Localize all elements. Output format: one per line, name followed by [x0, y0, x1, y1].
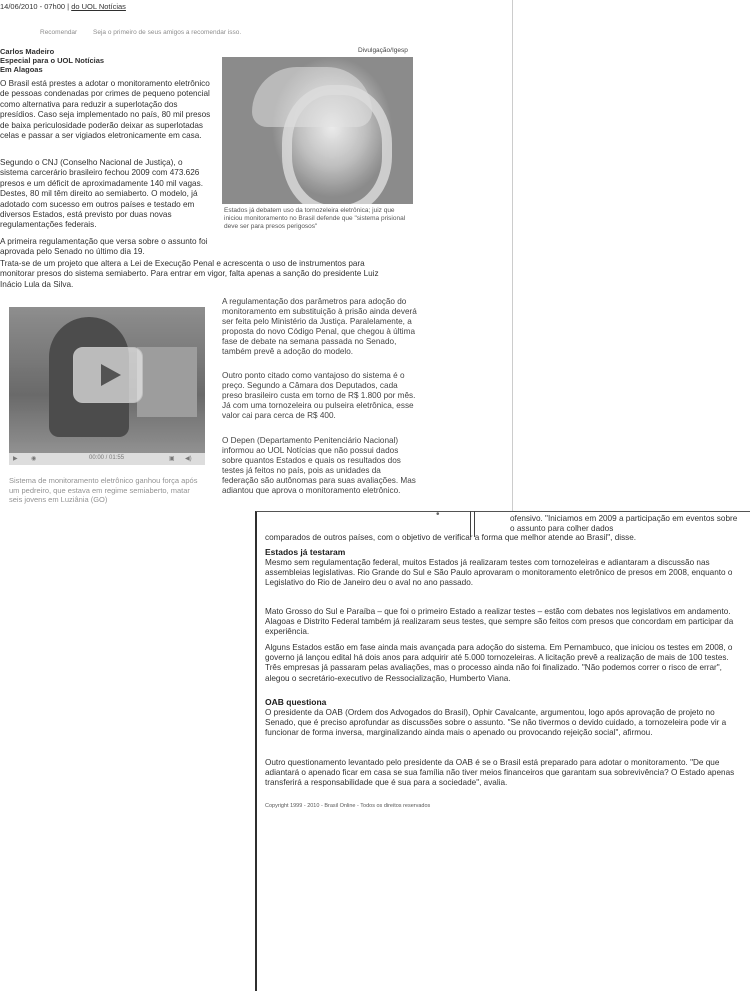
fullscreen-icon[interactable]: ▣ — [169, 456, 175, 462]
video-caption: Sistema de monitoramento eletrônico ganhou força após um pedreiro, que estava em regime semiaberto, matar seis jovens em Luziânia (GO) — [9, 476, 198, 504]
recommend-bar — [40, 29, 241, 36]
article-dateline — [0, 2, 126, 11]
photo-caption: Estados já debatem uso da tornozeleira eletrônica; juiz que iniciou monitoramento no Brasil defende que "sistema prisional deve ser para presos perigosos" — [224, 207, 406, 230]
video-time: 00:00 / 01:55 — [89, 455, 125, 461]
continuation-fragment-top: ofensivo. "Iniciamos em 2009 a participação em eventos sobre o assunto para colher dados — [510, 514, 738, 534]
continuation-paragraph-4: O presidente da OAB (Ordem dos Advogados do Brasil), Ophir Cavalcante, argumentou, logo após aprovação de projeto no Senado, que é preciso aprofundar as discussões sobre o assunto. "Se não tivermos o devido cuidado, a tornozeleira pode vir a funcionar de forma inversa, marginalizando ainda mais o apenado ou provocando rejeição social", afirmou. — [265, 708, 727, 738]
continuation-paragraph-2: Mato Grosso do Sul e Paraíba – que foi o primeiro Estado a realizar testes – estão com debates nos legislativos em andamento. Alagoas e Distrito Federal também já realizaram seus testes, que sempre são feitos com presos que concordam em participar da experiência. — [265, 607, 734, 637]
continuation-fragment-line: comparados de outros países, com o objetivo de verificar a forma que melhor atende ao Brasil", disse. — [265, 533, 637, 542]
sound-icon[interactable]: ◀) — [185, 456, 192, 462]
copyright-notice: Copyright 1999 - 2010 - Brasil Online - Todos os direitos reservados — [265, 803, 431, 809]
play-control-icon[interactable]: ▶ — [13, 456, 18, 462]
right-paragraph-2: Outro ponto citado como vantajoso do sistema é o preço. Segundo a Câmara dos Deputados, cada preso brasileiro custa em torno de R$ 1.800 por mês. Já com uma tornozeleira ou pulseira eletrônica, esse valor cai para cerca de R$ 400. — [222, 371, 416, 420]
byline — [0, 47, 104, 74]
ankle-monitor-photo — [222, 57, 413, 204]
author-role: Especial para o UOL Notícias — [0, 56, 105, 65]
play-icon[interactable] — [73, 347, 143, 403]
article-location: Em Alagoas — [0, 65, 43, 74]
article-date: 14/06/2010 - 07h00 — [0, 2, 66, 11]
section-heading-oab: OAB questiona — [265, 697, 327, 707]
recommend-text: Seja o primeiro de seus amigos a recomendar isso. — [93, 29, 242, 36]
continuation-paragraph-5: Outro questionamento levantado pelo presidente da OAB é se o Brasil está preparado para adotar o monitoramento. "De que adiantará o apenado ficar em casa se sua família não tiver meios financeiros que garantam sua sobrevivência? O Estado apenas transferirá a responsabilidade que é sua para a sociedade", avalia. — [265, 758, 735, 788]
scan-dot-mark: • — [436, 509, 440, 520]
video-thumbnail-screen — [137, 347, 197, 417]
video-player[interactable] — [9, 307, 205, 453]
paragraph-3: A primeira regulamentação que versa sobre o assunto foi aprovada pelo Senado no último dia 19. — [0, 237, 208, 257]
continuation-paragraph-1: Mesmo sem regulamentação federal, muitos Estados já realizaram testes com tornozeleiras e adiantaram a discussão nas assembleias legislativas. Rio Grande do Sul e São Paulo aprovaram o monitoramento eletrônico de presos em 2008, enquanto o Legislativo do Rio de Janeiro deu o aval no ano passado. — [265, 558, 733, 588]
video-controls — [9, 453, 205, 465]
paragraph-4: Trata-se de um projeto que altera a Lei de Execução Penal e acrescenta o uso de instrumentos para monitorar presos do sistema semiaberto. Para entrar em vigor, falta apenas a sanção do presidente Luiz Inácio Lula da Silva. — [0, 259, 379, 289]
source-link[interactable]: do UOL Notícias — [71, 2, 126, 11]
recommend-button[interactable]: Recomendar — [40, 29, 78, 36]
photo-credit: Divulgação/Igesp — [358, 47, 408, 54]
right-paragraph-1: A regulamentação dos parâmetros para adoção do monitoramento em substituição à prisão ainda deverá ser feita pelo Ministério da Justiça. Paralelamente, a proposta do novo Código Penal, que chegou à última fase de debate na semana passada no Senado, também prevê a adoção do modelo. — [222, 297, 417, 356]
continuation-paragraph-3: Alguns Estados estão em fase ainda mais avançada para adoção do sistema. Em Pernambuco, que iniciou os testes em 2008, o governo já lançou edital há dois anos para adquirir até 5.000 tornozeleiras. A licitação prevê a realização de mais de 100 testes. Três empresas já passaram pelas avaliações, mas o processo ainda não foi finalizado. "Não podemos correr o risco de errar", alegou o secretário-executivo de Ressocialização, Humberto Viana. — [265, 643, 733, 683]
paragraph-2: Segundo o CNJ (Conselho Nacional de Justiça), o sistema carcerário brasileiro fechou 2009 com 473.626 presos e um déficit de aproximadamente 140 mil vagas. Destes, 80 mil têm direito ao semiaberto. O modelo, já adotado com sucesso em outros países e testado em diversos Estados, está previsto por duas novas regulamentações federais. — [0, 158, 203, 230]
photo-strap-shape — [282, 85, 392, 204]
right-paragraph-3: O Depen (Departamento Penitenciário Nacional) informou ao UOL Notícias que não possui dados sobre quantos Estados e quais os resultados dos testes já feitos no país, pois as unidades da federação são autônomas para suas avaliações. Mas adiantou que aprova o monitoramento eletrônico. — [222, 436, 416, 495]
section-heading-estados: Estados já testaram — [265, 547, 346, 557]
author-name: Carlos Madeiro — [0, 47, 55, 56]
paragraph-1: O Brasil está prestes a adotar o monitoramento eletrônico de pessoas condenadas por crimes de pequeno potencial como alternativa para reduzir a superlotação dos presídios. Caso seja implementado no país, 80 mil presos de baixa periculosidade poderão deixar as superlotadas celas e passar a ser vigiados eletronicamente em casa. — [0, 79, 211, 141]
article-sheet-top — [0, 0, 513, 522]
volume-icon[interactable]: ◉ — [31, 456, 37, 462]
dateline-separator: | — [65, 2, 72, 11]
